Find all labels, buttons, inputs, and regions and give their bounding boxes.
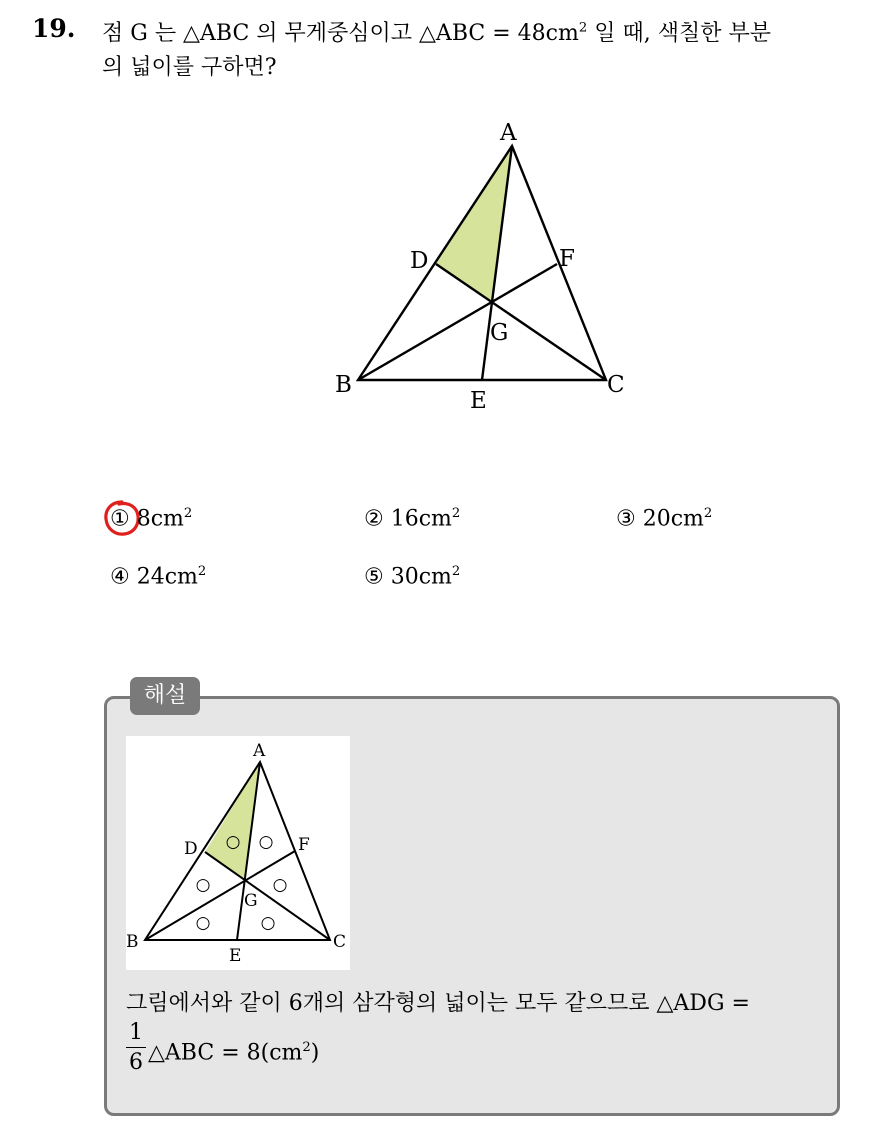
- question-text-line2: 의 넓이를 구하면?: [102, 55, 277, 80]
- region-mark-5: ○: [195, 913, 211, 933]
- choice-4[interactable]: ④ $24cm^2$: [110, 564, 207, 590]
- fraction-one-sixth: 1 6: [126, 1020, 146, 1075]
- choice-3[interactable]: ③ $20cm^2$: [616, 506, 713, 532]
- svg-text:A: A: [253, 741, 266, 761]
- svg-text:B: B: [126, 932, 139, 952]
- region-mark-6: ○: [260, 913, 276, 933]
- region-mark-4: ○: [272, 875, 288, 895]
- question-number: 19.: [32, 14, 76, 43]
- label-d: D: [410, 248, 429, 274]
- explanation-line1: 그림에서와 같이 6개의 삼각형의 넓이는 모두 같으므로 △ADG =: [126, 991, 750, 1016]
- svg-text:E: E: [229, 946, 242, 966]
- region-mark-1: ○: [225, 832, 241, 852]
- median-b-f: [358, 264, 557, 380]
- label-c: C: [607, 372, 625, 398]
- svg-text:C: C: [333, 932, 347, 952]
- label-b: B: [335, 372, 352, 398]
- median-c-d: [436, 264, 606, 380]
- choice-1[interactable]: ① $8cm^2$: [110, 506, 193, 532]
- explanation-label: 해설: [130, 677, 200, 715]
- shaded-region-adg: [436, 146, 512, 301]
- label-f: F: [559, 246, 575, 272]
- label-e: E: [470, 388, 487, 412]
- explanation-line2: △ABC = $8(cm^2)$: [148, 1040, 320, 1066]
- svg-text:F: F: [298, 835, 310, 855]
- svg-text:G: G: [244, 891, 258, 911]
- svg-text:D: D: [184, 839, 198, 859]
- label-g: G: [490, 320, 509, 346]
- region-mark-2: ○: [258, 832, 274, 852]
- explanation-figure: [126, 736, 350, 970]
- region-mark-3: ○: [195, 875, 211, 895]
- question-text-line1: 점 G 는 △ABC 의 무게중심이고 △ABC = $48cm^2$ 일 때, 색칠한 부분: [102, 20, 771, 46]
- label-a: A: [500, 120, 517, 146]
- choice-5[interactable]: ⑤ $30cm^2$: [364, 564, 461, 590]
- triangle-figure: [330, 112, 640, 412]
- choice-2[interactable]: ② $16cm^2$: [364, 506, 461, 532]
